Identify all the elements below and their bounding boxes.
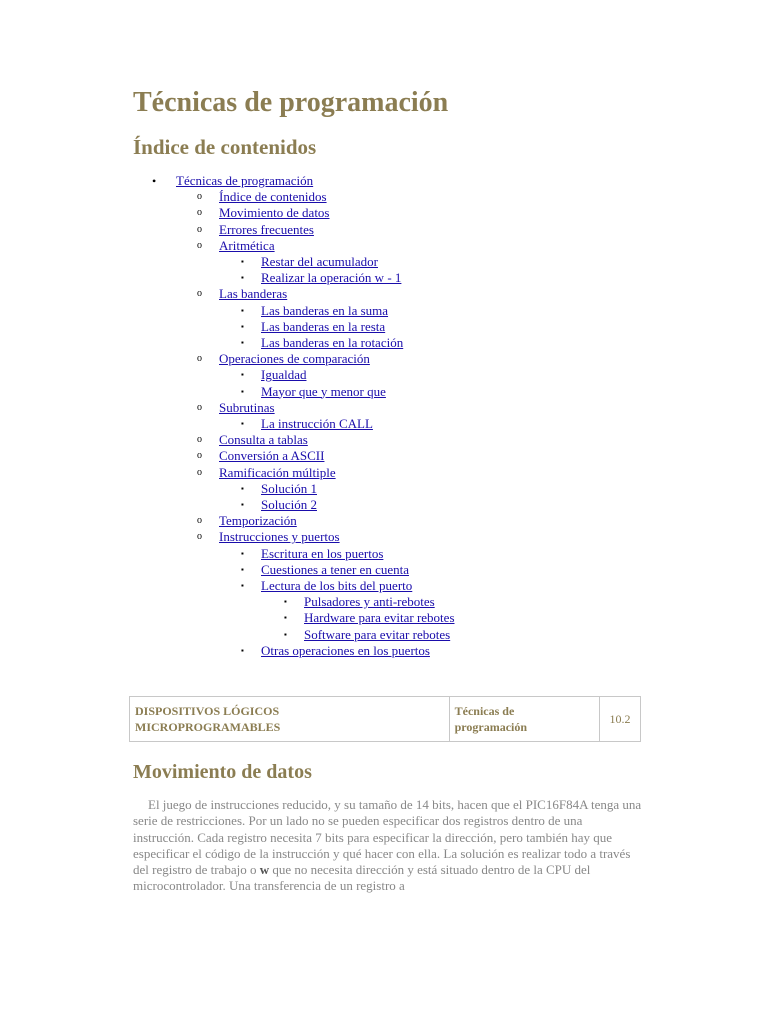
body-bold-w: w <box>259 862 270 878</box>
toc-link[interactable]: Las banderas <box>219 286 288 302</box>
header-row <box>130 697 641 742</box>
subject-line-2: MICROPROGRAMABLES <box>135 720 281 734</box>
topic-line-1: Técnicas de <box>454 704 515 718</box>
toc-bullet-marker: o <box>197 191 202 203</box>
toc-bullet-marker: ▪ <box>284 613 287 623</box>
toc-item <box>0 335 768 351</box>
toc-item <box>0 400 768 416</box>
toc-item <box>0 189 768 205</box>
toc-link[interactable]: Las banderas en la resta <box>261 318 386 334</box>
toc-link[interactable]: Otras operaciones en los puertos <box>261 642 430 658</box>
toc-link[interactable]: Errores frecuentes <box>219 221 314 237</box>
toc-item <box>0 448 768 464</box>
toc-link[interactable]: Mayor que y menor que <box>261 383 386 399</box>
document-title: Técnicas de programación <box>133 87 449 118</box>
toc-link[interactable]: Ramificación múltiple <box>219 464 336 480</box>
toc-link[interactable]: La instrucción CALL <box>261 416 373 431</box>
section-title: Movimiento de datos <box>133 761 312 783</box>
toc-bullet-marker: ▪ <box>241 548 244 558</box>
toc-link[interactable]: Cuestiones a tener en cuenta <box>261 561 409 577</box>
toc-item <box>0 173 768 189</box>
toc-item <box>0 578 768 594</box>
toc-link[interactable]: Solución 1 <box>261 480 317 496</box>
toc-bullet-marker: o <box>197 288 202 300</box>
toc-link[interactable]: Subrutinas <box>219 399 275 415</box>
toc-item <box>0 222 768 238</box>
toc-bullet-marker: o <box>197 401 202 413</box>
toc-bullet-marker: ▪ <box>241 500 244 509</box>
toc-link[interactable]: Pulsadores y anti-rebotes <box>304 594 435 610</box>
toc-bullet-marker: ▪ <box>241 645 244 655</box>
toc-link[interactable]: Índice de contenidos <box>219 189 327 205</box>
body-text-part-2: que no necesita dirección y está situado dentro de la CPU del microcontrolador. Una transferencia de un registro a <box>133 862 591 894</box>
toc-item <box>0 610 768 626</box>
toc-link[interactable]: Movimiento de datos <box>219 205 330 221</box>
toc-link[interactable]: Consulta a tablas <box>219 432 308 448</box>
toc-bullet-marker: ▪ <box>241 370 244 380</box>
toc-link[interactable]: Software para evitar rebotes <box>304 626 451 642</box>
toc-link[interactable]: Las banderas en la suma <box>261 302 389 318</box>
toc-heading: Índice de contenidos <box>133 135 317 159</box>
toc-item <box>0 627 768 643</box>
toc-bullet-marker: ▪ <box>241 483 244 493</box>
toc-item <box>0 643 768 659</box>
toc-link[interactable]: Instrucciones y puertos <box>219 529 340 545</box>
toc-link[interactable]: Hardware para evitar rebotes <box>304 610 455 626</box>
toc-link[interactable]: Igualdad <box>261 367 307 383</box>
toc-item <box>0 367 768 383</box>
toc-bullet-marker: ▪ <box>241 564 244 574</box>
toc-bullet-marker: • <box>152 174 157 188</box>
toc-bullet-marker: ▪ <box>241 257 244 266</box>
toc-bullet-marker: o <box>197 223 202 235</box>
toc-link[interactable]: Solución 2 <box>261 497 317 512</box>
toc-item <box>0 465 768 481</box>
toc-item <box>0 351 768 367</box>
toc-item <box>0 432 768 448</box>
toc-item <box>0 238 768 254</box>
topic-cell <box>449 697 599 742</box>
toc-link[interactable]: Conversión a ASCII <box>219 448 325 464</box>
toc-item <box>0 205 768 221</box>
toc-bullet-marker: ▪ <box>284 597 287 607</box>
toc-link[interactable]: Las banderas en la rotación <box>261 335 404 350</box>
toc-item <box>0 546 768 562</box>
toc-bullet-marker: ▪ <box>241 338 244 347</box>
toc-item <box>0 319 768 335</box>
toc-bullet-marker: ▪ <box>241 273 244 283</box>
toc-bullet-marker: o <box>197 515 202 527</box>
chapter-number-cell: 10.2 <box>600 697 641 742</box>
toc-bullet-marker: ▪ <box>241 419 244 428</box>
toc-item <box>0 384 768 400</box>
toc-item <box>0 254 768 270</box>
toc-bullet-marker: o <box>197 239 202 251</box>
toc-link[interactable]: Restar del acumulador <box>261 254 378 269</box>
toc-bullet-marker: o <box>197 531 202 543</box>
toc-bullet-marker: o <box>197 450 202 462</box>
subject-line-1: DISPOSITIVOS LÓGICOS <box>135 704 280 718</box>
toc-bullet-marker: ▪ <box>241 305 244 315</box>
toc-bullet-marker: ▪ <box>241 321 244 331</box>
toc-link[interactable]: Operaciones de comparación <box>219 351 370 367</box>
toc-link[interactable]: Lectura de los bits del puerto <box>261 578 413 593</box>
toc-bullet-marker: ▪ <box>241 386 244 396</box>
toc-item <box>0 270 768 286</box>
section-body <box>133 797 645 895</box>
body-text-part-1: El juego de instrucciones reducido, y su tamaño de 14 bits, hacen que el PIC16F84A tenga una serie de restricciones. Por un lado no se pueden especificar dos registros dentro de una instrucción. Cada registro necesita 7 bits para especificar la dirección, pero también hay que especificar el código de la instrucción y qué hacer con ella. La solución es realizar todo a través del registro de trabajo o <box>133 797 642 878</box>
toc-bullet-marker: o <box>197 207 202 219</box>
topic-line-2: programación <box>454 720 528 734</box>
toc-item <box>0 286 768 302</box>
toc-item <box>0 497 768 513</box>
toc-item <box>0 481 768 497</box>
toc-item <box>0 562 768 578</box>
toc-bullet-marker: ▪ <box>241 581 244 590</box>
toc-bullet-marker: o <box>197 353 202 365</box>
toc-link[interactable]: Realizar la operación w - 1 <box>261 270 402 286</box>
toc-item <box>0 303 768 319</box>
toc-bullet-marker: o <box>197 434 202 446</box>
toc-bullet-marker: o <box>197 466 202 478</box>
toc-link[interactable]: Técnicas de programación <box>176 173 314 188</box>
toc-bullet-marker: ▪ <box>284 629 287 639</box>
subject-cell <box>130 697 450 742</box>
toc-item <box>0 513 768 529</box>
toc-link[interactable]: Aritmética <box>219 237 275 253</box>
toc-item <box>0 529 768 545</box>
toc-link[interactable]: Escritura en los puertos <box>261 545 384 561</box>
toc-link[interactable]: Temporización <box>219 513 297 529</box>
course-header-table <box>129 696 641 742</box>
toc-item <box>0 594 768 610</box>
toc-item <box>0 416 768 432</box>
